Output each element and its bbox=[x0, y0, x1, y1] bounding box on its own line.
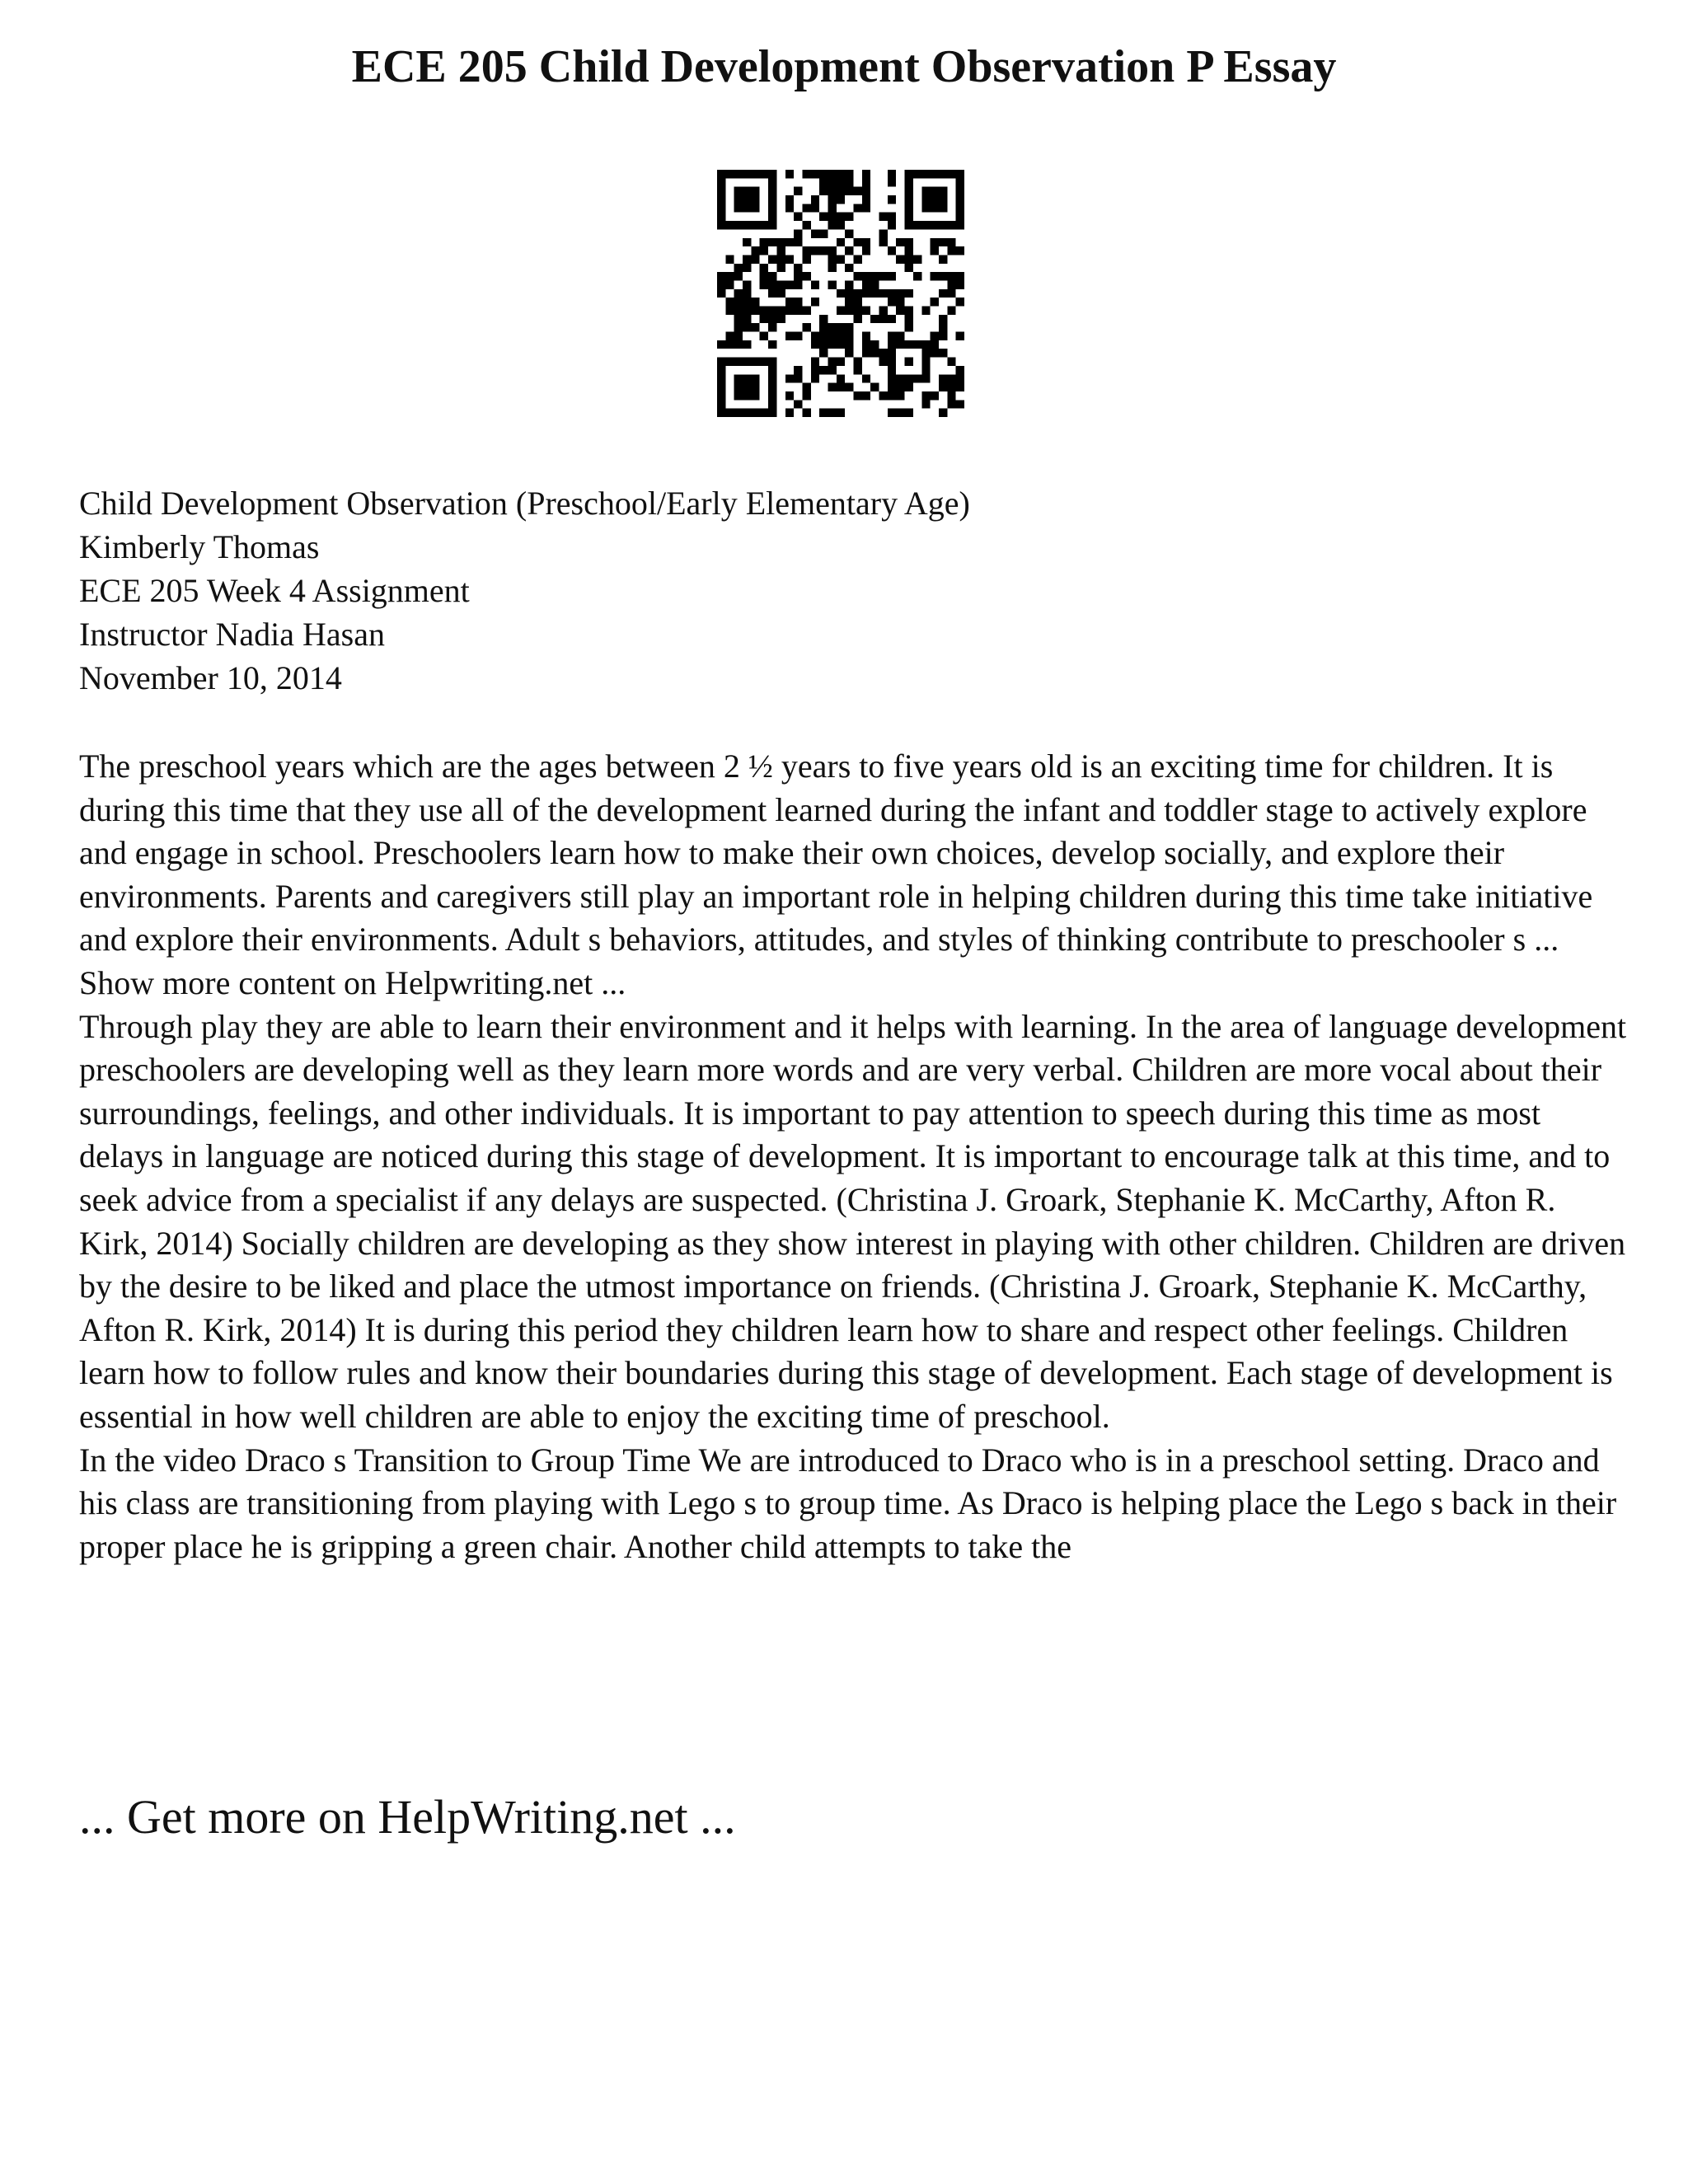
course-assignment: ECE 205 Week 4 Assignment bbox=[79, 572, 470, 609]
essay-body bbox=[79, 745, 1629, 1568]
document-date: November 10, 2014 bbox=[79, 659, 342, 696]
qr-code-icon bbox=[717, 170, 964, 417]
get-more-link[interactable]: ... Get more on HelpWriting.net ... bbox=[79, 1790, 736, 1844]
instructor-name: Instructor Nadia Hasan bbox=[79, 616, 385, 653]
assignment-title: Child Development Observation (Preschool/Early Elementary Age) bbox=[79, 485, 970, 522]
paragraph-3: In the video Draco s Transition to Group Time We are introduced to Draco who is in a preschool setting. Draco and his class are transitioning from playing with Lego s to group time. As Draco is helping place the Lego s back in their proper place he is gripping a green chair. Another child attempts to take the bbox=[79, 1441, 1617, 1565]
document-title: ECE 205 Child Development Observation P Essay bbox=[351, 41, 1337, 92]
paragraph-2: Through play they are able to learn their environment and it helps with learning. In the area of language development preschoolers are developing well as they learn more words and are very verbal. Children are more vocal about their surroundings, feelings, and other individuals. It is important to pay attention to speech during this time as most delays in language are noticed during this stage of development. It is important to encourage talk at this time, and to seek advice from a specialist if any delays are suspected. (Christina J. Groark, Stephanie K. McCarthy, Afton R. Kirk, 2014) Socially children are developing as they show interest in playing with other children. Children are driven by the desire to be liked and place the utmost importance on friends. (Christina J. Groark, Stephanie K. McCarthy, Afton R. Kirk, 2014) It is during this period they children learn how to share and respect other feelings. Children learn how to follow rules and know their boundaries during this stage of development. Each stage of development is essential in how well children are able to enjoy the exciting time of preschool. bbox=[79, 1007, 1627, 1435]
header-block bbox=[79, 481, 1629, 700]
paragraph-1: The preschool years which are the ages between 2 ½ years to five years old is an exciting time for children. It is during this time that they use all of the development learned during the infant and toddler stage to actively explore and engage in school. Preschoolers learn how to make their own choices, develop socially, and explore their environments. Parents and caregivers still play an important role in helping children during this time take initiative and explore their environments. Adult s behaviors, attitudes, and styles of thinking contribute to preschooler s ... Show more content on Helpwriting.net ... bbox=[79, 748, 1593, 1001]
author-name: Kimberly Thomas bbox=[79, 528, 320, 565]
